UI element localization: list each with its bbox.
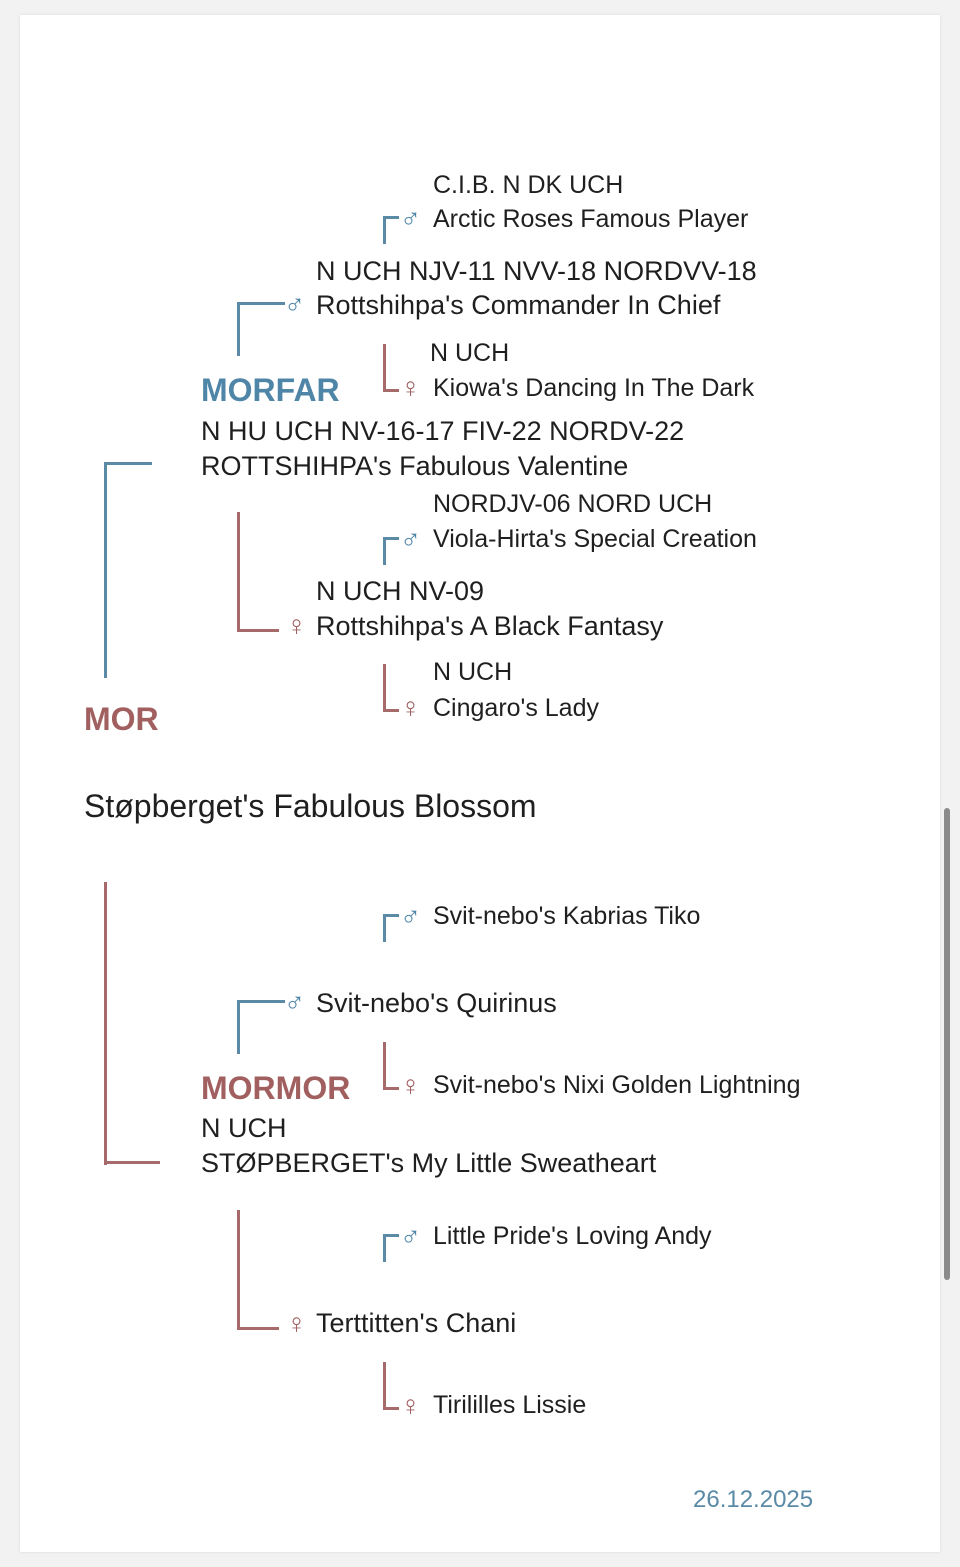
female-icon: ♀ [400, 1070, 421, 1101]
g3-sire-name: Viola-Hirta's Special Creation [433, 525, 757, 553]
connector-g3-4-vertical [383, 664, 386, 712]
connector-morfar-dam-horizontal [237, 629, 279, 632]
connector-mormor-sire-horizontal [237, 1000, 285, 1003]
mor-label: MOR [84, 701, 159, 737]
connector-mor-mormor-horizontal [104, 1161, 160, 1164]
morfar-sire-titles: N UCH NJV-11 NVV-18 NORDVV-18 [316, 256, 757, 286]
connector-mor-morfar-vertical [104, 462, 107, 678]
g3-sire-name: Little Pride's Loving Andy [433, 1222, 712, 1250]
morfar-name: ROTTSHIHPA's Fabulous Valentine [201, 451, 629, 481]
female-icon: ♀ [286, 610, 307, 641]
morfar-sire-name: Rottshihpa's Commander In Chief [316, 290, 721, 320]
mormor-dam-name: Terttitten's Chani [316, 1308, 517, 1338]
mormor-name: STØPBERGET's My Little Sweatheart [201, 1148, 657, 1178]
male-icon: ♂ [284, 288, 305, 319]
connector-mormor-dam-vertical [237, 1210, 240, 1330]
connector-g3-6-horizontal [383, 1087, 399, 1090]
female-icon: ♀ [400, 692, 421, 723]
male-icon: ♂ [284, 986, 305, 1017]
morfar-titles: N HU UCH NV-16-17 FIV-22 NORDV-22 [201, 416, 685, 446]
subject-name: Støpberget's Fabulous Blossom [84, 788, 537, 824]
mormor-titles: N UCH [201, 1113, 287, 1143]
date-stamp: 26.12.2025 [693, 1486, 814, 1513]
connector-g3-6-vertical [383, 1042, 386, 1090]
female-icon: ♀ [286, 1308, 307, 1339]
g3-dam-name: Tirililles Lissie [433, 1391, 587, 1419]
connector-g3-7-horizontal [383, 1234, 399, 1237]
g3-sire-name: Arctic Roses Famous Player [433, 205, 749, 233]
morfar-label: MORFAR [201, 372, 340, 408]
connector-g3-8-horizontal [383, 1407, 399, 1410]
g3-sire-titles: C.I.B. N DK UCH [433, 171, 624, 199]
male-icon: ♂ [400, 900, 421, 931]
male-icon: ♂ [400, 202, 421, 233]
g3-dam-titles: N UCH [430, 339, 510, 367]
connector-g3-2-vertical [383, 344, 386, 392]
connector-g3-7-vertical [383, 1234, 386, 1262]
g3-dam-titles: N UCH [433, 658, 513, 686]
g3-sire-name: Svit-nebo's Kabrias Tiko [433, 902, 701, 930]
connector-g3-5-vertical [383, 914, 386, 942]
g3-dam-name: Kiowa's Dancing In The Dark [433, 374, 755, 402]
g3-dam-name: Cingaro's Lady [433, 694, 599, 722]
scrollbar[interactable] [944, 808, 950, 1280]
connector-g3-8-vertical [383, 1362, 386, 1410]
connector-g3-5-horizontal [383, 914, 399, 917]
female-icon: ♀ [400, 372, 421, 403]
connector-g3-3-vertical [383, 537, 386, 565]
connector-morfar-dam-vertical [237, 512, 240, 632]
connector-mormor-dam-horizontal [237, 1327, 279, 1330]
connector-g3-3-horizontal [383, 537, 399, 540]
connector-morfar-sire-horizontal [237, 302, 285, 305]
morfar-dam-name: Rottshihpa's A Black Fantasy [316, 611, 664, 641]
connector-morfar-sire-vertical [237, 302, 240, 356]
connector-g3-4-horizontal [383, 709, 399, 712]
g3-dam-name: Svit-nebo's Nixi Golden Lightning [433, 1071, 801, 1099]
connector-mor-morfar-horizontal [104, 462, 152, 465]
mormor-label: MORMOR [201, 1070, 351, 1106]
male-icon: ♂ [400, 523, 421, 554]
mormor-sire-name: Svit-nebo's Quirinus [316, 988, 557, 1018]
male-icon: ♂ [400, 1220, 421, 1251]
female-icon: ♀ [400, 1390, 421, 1421]
morfar-dam-titles: N UCH NV-09 [316, 576, 485, 606]
connector-g3-1-horizontal [383, 216, 399, 219]
g3-sire-titles: NORDJV-06 NORD UCH [433, 490, 713, 518]
connector-mor-mormor-vertical [104, 882, 107, 1165]
connector-mormor-sire-vertical [237, 1000, 240, 1054]
connector-g3-1-vertical [383, 216, 386, 244]
connector-g3-2-horizontal [383, 389, 399, 392]
